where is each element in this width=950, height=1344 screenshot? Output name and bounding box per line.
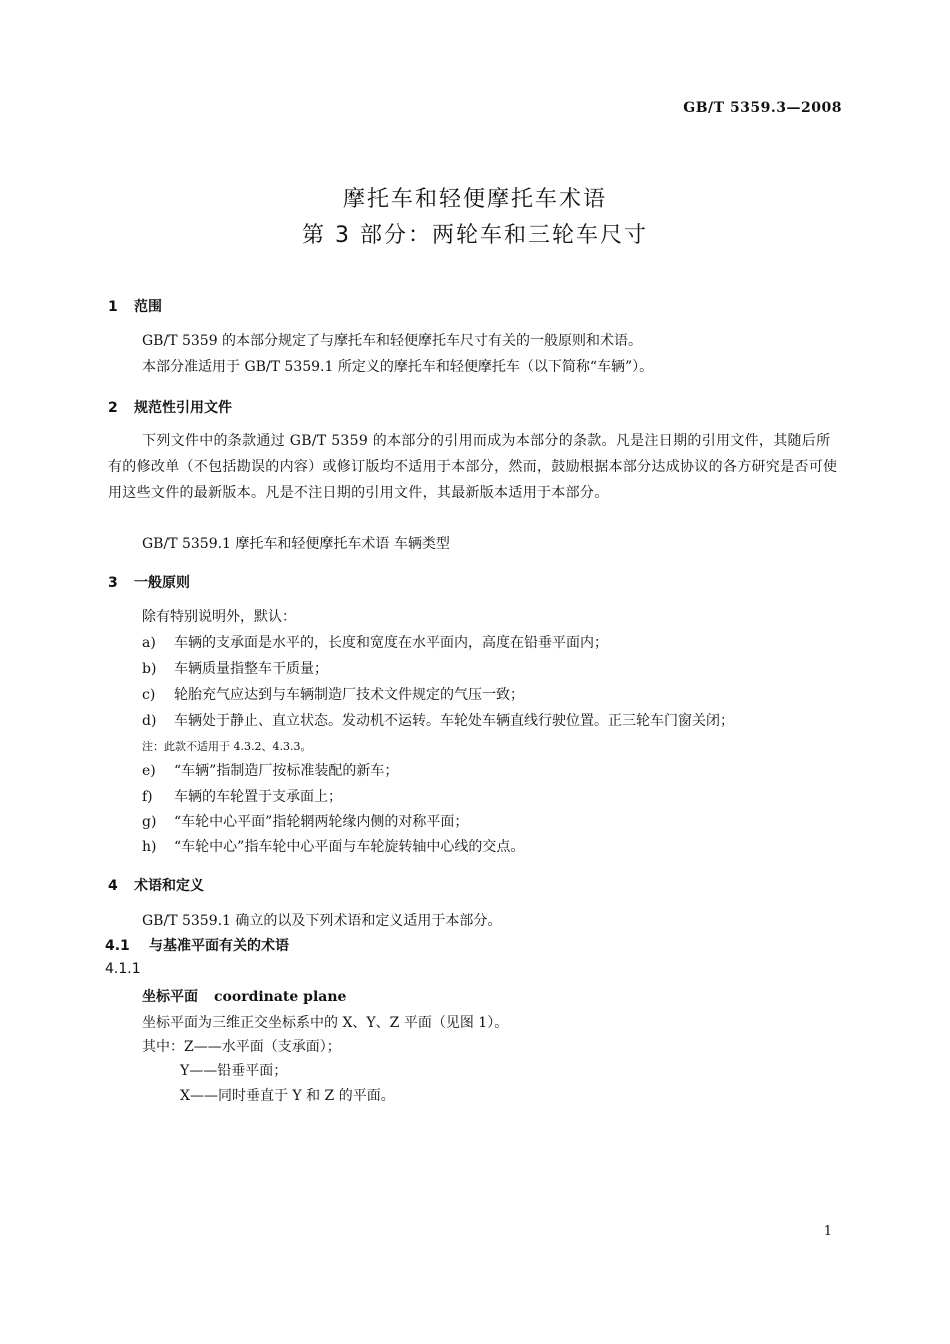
- list-item: [142, 786, 342, 806]
- page-number: 1: [823, 1224, 832, 1239]
- section-2-heading: [108, 397, 232, 417]
- list-marker: h): [142, 839, 157, 855]
- note: 注：此款不适用于 4.3.2、4.3.3。: [142, 740, 312, 753]
- term-entry: [142, 986, 346, 1006]
- normative-reference: GB/T 5359.1 摩托车和轻便摩托车术语 车辆类型: [142, 536, 450, 552]
- subsection-number: 4.1: [105, 938, 130, 954]
- section-1-paragraph-1: GB/T 5359 的本部分规定了与摩托车和轻便摩托车尺寸有关的一般原则和术语。: [142, 333, 643, 349]
- standard-code: GB/T 5359.3—2008: [683, 100, 842, 116]
- list-item-text: 车辆的车轮置于支承面上；: [174, 789, 342, 805]
- section-4-paragraph: GB/T 5359.1 确立的以及下列术语和定义适用于本部分。: [142, 913, 502, 929]
- list-marker: b): [142, 661, 157, 677]
- list-item: [142, 710, 734, 730]
- list-item-text: “车轮中心”指车轮中心平面与车轮旋转轴中心线的交点。: [174, 839, 525, 855]
- document-subtitle: 第 3 部分：两轮车和三轮车尺寸: [302, 223, 648, 248]
- list-marker: d): [142, 713, 157, 729]
- list-marker: g): [142, 814, 157, 830]
- section-number: 3: [108, 575, 118, 591]
- section-number: 2: [108, 400, 118, 416]
- subsection-4-1-heading: [105, 935, 289, 955]
- term-chinese: 坐标平面: [142, 989, 198, 1005]
- subsubsection-number: 4.1.1: [105, 961, 141, 977]
- document-title: 摩托车和轻便摩托车术语: [342, 187, 607, 212]
- section-4-heading: [108, 875, 204, 895]
- list-item-text: 车辆的支承面是水平的，长度和宽度在水平面内，高度在铅垂平面内；: [174, 635, 608, 651]
- where-clause-y: Y——铅垂平面；: [180, 1063, 288, 1079]
- where-clause-x: X——同时垂直于 Y 和 Z 的平面。: [180, 1088, 395, 1104]
- section-2-paragraph: 下列文件中的条款通过 GB/T 5359 的本部分的引用而成为本部分的条款。凡是注日期的引用文件，其随后所有的修改单（不包括勘误的内容）或修订版均不适用于本部分，然而，鼓励根据本部分达成协议的各方研究是否可使用这些文件的最新版本。凡是不注日期的引用文件，其最新版本适用于本部分。: [108, 433, 838, 501]
- section-3-heading: [108, 572, 190, 592]
- list-item: [142, 684, 524, 704]
- where-clause-z: 其中：Z——水平面（支承面）；: [142, 1039, 341, 1055]
- list-item-text: 轮胎充气应达到与车辆制造厂技术文件规定的气压一致；: [174, 687, 524, 703]
- section-title: 规范性引用文件: [134, 400, 232, 416]
- list-item-text: “车轮中心平面”指轮辋两轮缘内侧的对称平面；: [174, 814, 469, 830]
- list-marker: c): [142, 687, 156, 703]
- list-item: [142, 632, 608, 652]
- term-definition: 坐标平面为三维正交坐标系中的 X、Y、Z 平面（见图 1）。: [142, 1015, 509, 1031]
- subsection-title: 与基准平面有关的术语: [149, 938, 289, 954]
- list-item-text: 车辆处于静止、直立状态。发动机不运转。车轮处车辆直线行驶位置。正三轮车门窗关闭；: [174, 713, 734, 729]
- list-item: [142, 811, 468, 831]
- section-title: 术语和定义: [134, 878, 204, 894]
- section-title: 范围: [134, 299, 162, 315]
- section-1-heading: [108, 296, 162, 316]
- section-1-paragraph-2: 本部分准适用于 GB/T 5359.1 所定义的摩托车和轻便摩托车（以下简称“车辆”）。: [142, 359, 654, 375]
- list-marker: f): [142, 789, 153, 805]
- section-number: 4: [108, 878, 118, 894]
- list-marker: a): [142, 635, 156, 651]
- list-marker: e): [142, 763, 156, 779]
- section-3-intro: 除有特别说明外，默认：: [142, 609, 296, 625]
- list-item-text: 车辆质量指整车干质量；: [174, 661, 328, 677]
- list-item: [142, 658, 328, 678]
- list-item-text: “车辆”指制造厂按标准装配的新车；: [174, 763, 399, 779]
- list-item: [142, 760, 398, 780]
- section-number: 1: [108, 299, 118, 315]
- list-item: [142, 836, 524, 856]
- term-english: coordinate plane: [214, 989, 347, 1005]
- section-title: 一般原则: [134, 575, 190, 591]
